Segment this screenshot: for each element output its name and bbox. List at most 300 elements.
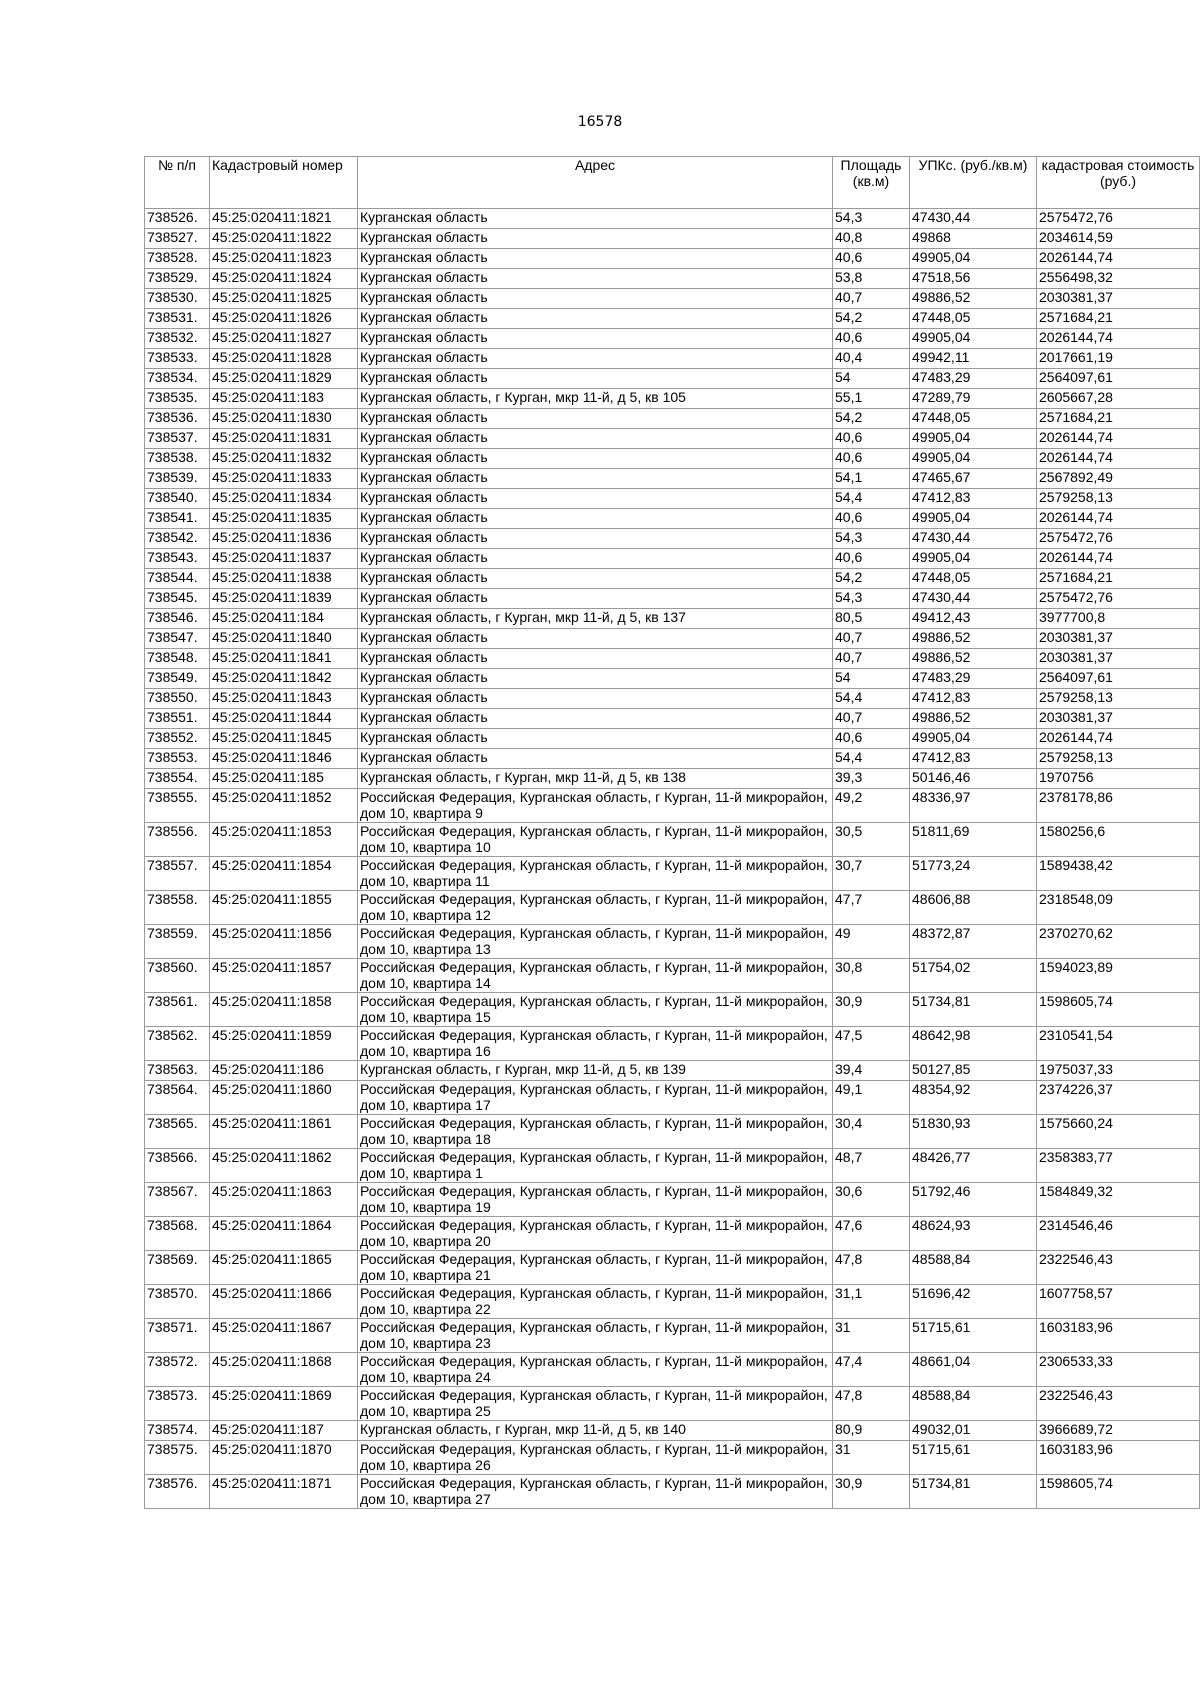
cell-address: Российская Федерация, Курганская область, г Курган, 11-й микрорайон, дом 10, квартира 23: [358, 1319, 833, 1353]
cell-cadastral-number: 45:25:020411:1840: [210, 629, 358, 649]
cell-area: 54,4: [833, 749, 910, 769]
cell-cadastral-value: 2378178,86: [1037, 789, 1200, 823]
cell-cadastral-number: 45:25:020411:1861: [210, 1115, 358, 1149]
cell-area: 30,4: [833, 1115, 910, 1149]
cell-cadastral-number: 45:25:020411:1821: [210, 209, 358, 229]
table-row: [145, 469, 1200, 489]
cell-cadastral-value: 1584849,32: [1037, 1183, 1200, 1217]
header-address: Адрес: [358, 157, 833, 209]
cell-num: 738562.: [145, 1027, 210, 1061]
cell-area: 30,9: [833, 1475, 910, 1509]
cell-cadastral-value: 2556498,32: [1037, 269, 1200, 289]
cell-cadastral-number: 45:25:020411:1857: [210, 959, 358, 993]
cell-upks: 51734,81: [910, 993, 1037, 1027]
cell-cadastral-value: 2318548,09: [1037, 891, 1200, 925]
cell-area: 40,6: [833, 429, 910, 449]
cell-cadastral-number: 45:25:020411:1858: [210, 993, 358, 1027]
cell-upks: 47465,67: [910, 469, 1037, 489]
cell-num: 738558.: [145, 891, 210, 925]
cell-cadastral-value: 2605667,28: [1037, 389, 1200, 409]
cell-address: Курганская область: [358, 249, 833, 269]
table-row: [145, 509, 1200, 529]
table-row: [145, 489, 1200, 509]
cell-upks: 49905,04: [910, 549, 1037, 569]
cell-num: 738538.: [145, 449, 210, 469]
cell-upks: 49905,04: [910, 729, 1037, 749]
cell-cadastral-number: 45:25:020411:1823: [210, 249, 358, 269]
header-cadastral-number: Кадастровый номер: [210, 157, 358, 209]
cell-cadastral-value: 2575472,76: [1037, 529, 1200, 549]
cell-upks: 51792,46: [910, 1183, 1037, 1217]
cell-upks: 47518,56: [910, 269, 1037, 289]
cell-area: 49: [833, 925, 910, 959]
cell-cadastral-value: 1970756: [1037, 769, 1200, 789]
table-row: [145, 389, 1200, 409]
cell-upks: 49905,04: [910, 329, 1037, 349]
table-row: [145, 709, 1200, 729]
cell-address: Российская Федерация, Курганская область, г Курган, 11-й микрорайон, дом 10, квартира 15: [358, 993, 833, 1027]
cell-cadastral-value: 1598605,74: [1037, 993, 1200, 1027]
cell-cadastral-value: 2306533,33: [1037, 1353, 1200, 1387]
table-row: [145, 269, 1200, 289]
table-row: [145, 789, 1200, 823]
cell-upks: 47289,79: [910, 389, 1037, 409]
cell-cadastral-number: 45:25:020411:1871: [210, 1475, 358, 1509]
cell-address: Курганская область: [358, 749, 833, 769]
cell-address: Российская Федерация, Курганская область, г Курган, 11-й микрорайон, дом 10, квартира 26: [358, 1441, 833, 1475]
cell-cadastral-value: 1575660,24: [1037, 1115, 1200, 1149]
cell-cadastral-number: 45:25:020411:1834: [210, 489, 358, 509]
cell-area: 47,8: [833, 1387, 910, 1421]
table-row: [145, 1081, 1200, 1115]
cell-cadastral-number: 45:25:020411:1841: [210, 649, 358, 669]
cell-upks: 51830,93: [910, 1115, 1037, 1149]
cell-area: 49,2: [833, 789, 910, 823]
cell-num: 738535.: [145, 389, 210, 409]
cell-area: 40,7: [833, 709, 910, 729]
cell-address: Курганская область, г Курган, мкр 11-й, д 5, кв 139: [358, 1061, 833, 1081]
table-row: [145, 857, 1200, 891]
cell-upks: 47412,83: [910, 489, 1037, 509]
cell-area: 39,3: [833, 769, 910, 789]
table-row: [145, 209, 1200, 229]
cell-area: 54,1: [833, 469, 910, 489]
cell-address: Российская Федерация, Курганская область, г Курган, 11-й микрорайон, дом 10, квартира 27: [358, 1475, 833, 1509]
cell-cadastral-number: 45:25:020411:1842: [210, 669, 358, 689]
table-body: [145, 209, 1200, 1509]
cell-upks: 47430,44: [910, 529, 1037, 549]
cell-address: Курганская область: [358, 429, 833, 449]
cell-cadastral-number: 45:25:020411:1852: [210, 789, 358, 823]
cell-address: Российская Федерация, Курганская область, г Курган, 11-й микрорайон, дом 10, квартира 22: [358, 1285, 833, 1319]
cell-address: Курганская область: [358, 489, 833, 509]
cell-cadastral-value: 2026144,74: [1037, 249, 1200, 269]
table-row: [145, 1475, 1200, 1509]
cell-address: Курганская область: [358, 469, 833, 489]
cell-num: 738571.: [145, 1319, 210, 1353]
cell-upks: 50127,85: [910, 1061, 1037, 1081]
cell-address: Российская Федерация, Курганская область, г Курган, 11-й микрорайон, дом 10, квартира 20: [358, 1217, 833, 1251]
cell-cadastral-value: 2310541,54: [1037, 1027, 1200, 1061]
cell-num: 738556.: [145, 823, 210, 857]
header-num: № п/п: [145, 157, 210, 209]
cell-cadastral-number: 45:25:020411:183: [210, 389, 358, 409]
cell-num: 738569.: [145, 1251, 210, 1285]
cell-area: 40,7: [833, 289, 910, 309]
cell-address: Российская Федерация, Курганская область, г Курган, 11-й микрорайон, дом 10, квартира 11: [358, 857, 833, 891]
cell-cadastral-number: 45:25:020411:1822: [210, 229, 358, 249]
cell-num: 738565.: [145, 1115, 210, 1149]
cell-cadastral-value: 2322546,43: [1037, 1387, 1200, 1421]
table-row: [145, 629, 1200, 649]
cell-area: 30,5: [833, 823, 910, 857]
cell-area: 30,7: [833, 857, 910, 891]
cell-cadastral-number: 45:25:020411:186: [210, 1061, 358, 1081]
cell-area: 40,8: [833, 229, 910, 249]
cell-cadastral-value: 2571684,21: [1037, 569, 1200, 589]
table-row: [145, 609, 1200, 629]
cell-cadastral-value: 2579258,13: [1037, 689, 1200, 709]
cell-num: 738551.: [145, 709, 210, 729]
cell-cadastral-value: 2579258,13: [1037, 749, 1200, 769]
cell-cadastral-number: 45:25:020411:1845: [210, 729, 358, 749]
cell-cadastral-value: 1594023,89: [1037, 959, 1200, 993]
cell-address: Курганская область: [358, 629, 833, 649]
cell-cadastral-number: 45:25:020411:1843: [210, 689, 358, 709]
table-row: [145, 1387, 1200, 1421]
cell-num: 738576.: [145, 1475, 210, 1509]
cell-area: 49,1: [833, 1081, 910, 1115]
cell-upks: 48588,84: [910, 1251, 1037, 1285]
cell-cadastral-value: 2030381,37: [1037, 649, 1200, 669]
cell-address: Курганская область: [358, 409, 833, 429]
cell-num: 738553.: [145, 749, 210, 769]
cell-address: Российская Федерация, Курганская область, г Курган, 11-й микрорайон, дом 10, квартира 16: [358, 1027, 833, 1061]
table-row: [145, 749, 1200, 769]
cell-area: 30,9: [833, 993, 910, 1027]
table-row: [145, 229, 1200, 249]
cell-cadastral-number: 45:25:020411:1831: [210, 429, 358, 449]
cell-num: 738547.: [145, 629, 210, 649]
cell-num: 738546.: [145, 609, 210, 629]
cell-num: 738560.: [145, 959, 210, 993]
cell-num: 738557.: [145, 857, 210, 891]
cell-area: 40,6: [833, 549, 910, 569]
cell-upks: 49032,01: [910, 1421, 1037, 1441]
cell-address: Курганская область: [358, 369, 833, 389]
table-row: [145, 289, 1200, 309]
cell-num: 738574.: [145, 1421, 210, 1441]
cell-cadastral-value: 2571684,21: [1037, 409, 1200, 429]
cell-area: 54: [833, 669, 910, 689]
cell-num: 738530.: [145, 289, 210, 309]
cell-address: Курганская область: [358, 529, 833, 549]
cadastral-table: [144, 156, 1200, 1509]
cell-upks: 47412,83: [910, 689, 1037, 709]
cell-upks: 47483,29: [910, 369, 1037, 389]
cell-num: 738533.: [145, 349, 210, 369]
header-area: Площадь (кв.м): [833, 157, 910, 209]
cell-upks: 49942,11: [910, 349, 1037, 369]
cell-area: 54,3: [833, 589, 910, 609]
cell-num: 738544.: [145, 569, 210, 589]
cell-cadastral-value: 1603183,96: [1037, 1441, 1200, 1475]
cell-address: Курганская область: [358, 309, 833, 329]
cell-upks: 51754,02: [910, 959, 1037, 993]
cell-upks: 47448,05: [910, 409, 1037, 429]
cell-address: Курганская область: [358, 209, 833, 229]
cell-address: Курганская область: [358, 549, 833, 569]
page-number: 16578: [577, 114, 623, 130]
cell-upks: 47430,44: [910, 589, 1037, 609]
cell-address: Российская Федерация, Курганская область, г Курган, 11-й микрорайон, дом 10, квартира 14: [358, 959, 833, 993]
table-row: [145, 329, 1200, 349]
cell-num: 738528.: [145, 249, 210, 269]
cell-cadastral-number: 45:25:020411:184: [210, 609, 358, 629]
cell-cadastral-value: 2370270,62: [1037, 925, 1200, 959]
cell-upks: 51715,61: [910, 1441, 1037, 1475]
cell-num: 738549.: [145, 669, 210, 689]
cell-cadastral-value: 2579258,13: [1037, 489, 1200, 509]
cell-num: 738531.: [145, 309, 210, 329]
cell-cadastral-number: 45:25:020411:1839: [210, 589, 358, 609]
cell-cadastral-value: 1603183,96: [1037, 1319, 1200, 1353]
cell-cadastral-value: 2026144,74: [1037, 449, 1200, 469]
cell-address: Курганская область, г Курган, мкр 11-й, д 5, кв 140: [358, 1421, 833, 1441]
table-row: [145, 925, 1200, 959]
cell-upks: 48642,98: [910, 1027, 1037, 1061]
cell-upks: 49905,04: [910, 429, 1037, 449]
cell-cadastral-value: 3966689,72: [1037, 1421, 1200, 1441]
table-row: [145, 1421, 1200, 1441]
cell-area: 47,4: [833, 1353, 910, 1387]
table-row: [145, 769, 1200, 789]
table-row: [145, 529, 1200, 549]
cell-cadastral-value: 3977700,8: [1037, 609, 1200, 629]
cell-upks: 49886,52: [910, 649, 1037, 669]
table-row: [145, 309, 1200, 329]
cell-upks: 48372,87: [910, 925, 1037, 959]
cell-num: 738575.: [145, 1441, 210, 1475]
cell-area: 40,4: [833, 349, 910, 369]
table-row: [145, 823, 1200, 857]
cell-cadastral-value: 2567892,49: [1037, 469, 1200, 489]
table-row: [145, 993, 1200, 1027]
cell-cadastral-value: 2026144,74: [1037, 429, 1200, 449]
cell-cadastral-value: 2322546,43: [1037, 1251, 1200, 1285]
table-row: [145, 891, 1200, 925]
cell-address: Российская Федерация, Курганская область, г Курган, 11-й микрорайон, дом 10, квартира 19: [358, 1183, 833, 1217]
cell-num: 738552.: [145, 729, 210, 749]
cell-area: 40,6: [833, 729, 910, 749]
cell-address: Российская Федерация, Курганская область, г Курган, 11-й микрорайон, дом 10, квартира 17: [358, 1081, 833, 1115]
cell-num: 738542.: [145, 529, 210, 549]
cell-upks: 49412,43: [910, 609, 1037, 629]
cell-area: 40,7: [833, 649, 910, 669]
cell-num: 738555.: [145, 789, 210, 823]
table-row: [145, 669, 1200, 689]
cell-address: Российская Федерация, Курганская область, г Курган, 11-й микрорайон, дом 10, квартира 1: [358, 1149, 833, 1183]
cell-area: 47,8: [833, 1251, 910, 1285]
cell-area: 48,7: [833, 1149, 910, 1183]
table-row: [145, 369, 1200, 389]
cell-cadastral-number: 45:25:020411:1837: [210, 549, 358, 569]
table-row: [145, 349, 1200, 369]
cell-cadastral-value: 2034614,59: [1037, 229, 1200, 249]
cell-num: 738564.: [145, 1081, 210, 1115]
table-row: [145, 249, 1200, 269]
cell-address: Российская Федерация, Курганская область, г Курган, 11-й микрорайон, дом 10, квартира 21: [358, 1251, 833, 1285]
cell-area: 47,6: [833, 1217, 910, 1251]
cell-cadastral-value: 2030381,37: [1037, 629, 1200, 649]
cell-num: 738536.: [145, 409, 210, 429]
table-row: [145, 1061, 1200, 1081]
cell-area: 40,7: [833, 629, 910, 649]
cell-address: Российская Федерация, Курганская область, г Курган, 11-й микрорайон, дом 10, квартира 10: [358, 823, 833, 857]
table-row: [145, 549, 1200, 569]
cell-cadastral-value: 2026144,74: [1037, 329, 1200, 349]
cell-cadastral-number: 45:25:020411:1846: [210, 749, 358, 769]
cell-cadastral-value: 2026144,74: [1037, 729, 1200, 749]
cell-cadastral-value: 2314546,46: [1037, 1217, 1200, 1251]
cell-cadastral-number: 45:25:020411:1830: [210, 409, 358, 429]
cell-upks: 49868: [910, 229, 1037, 249]
cell-cadastral-number: 45:25:020411:1854: [210, 857, 358, 891]
cell-upks: 51696,42: [910, 1285, 1037, 1319]
cell-upks: 49886,52: [910, 709, 1037, 729]
cell-cadastral-number: 45:25:020411:187: [210, 1421, 358, 1441]
cell-upks: 48606,88: [910, 891, 1037, 925]
cell-area: 54,4: [833, 489, 910, 509]
cell-upks: 49905,04: [910, 249, 1037, 269]
cell-upks: 48661,04: [910, 1353, 1037, 1387]
cell-address: Курганская область: [358, 709, 833, 729]
cell-upks: 48588,84: [910, 1387, 1037, 1421]
cell-area: 80,9: [833, 1421, 910, 1441]
table-row: [145, 1149, 1200, 1183]
cell-num: 738550.: [145, 689, 210, 709]
cell-upks: 49886,52: [910, 289, 1037, 309]
cell-address: Курганская область: [358, 509, 833, 529]
cell-area: 40,6: [833, 449, 910, 469]
cell-upks: 48354,92: [910, 1081, 1037, 1115]
cell-address: Курганская область, г Курган, мкр 11-й, д 5, кв 137: [358, 609, 833, 629]
cell-area: 80,5: [833, 609, 910, 629]
cell-cadastral-number: 45:25:020411:1869: [210, 1387, 358, 1421]
cell-cadastral-number: 45:25:020411:1862: [210, 1149, 358, 1183]
table-row: [145, 1115, 1200, 1149]
cell-upks: 51734,81: [910, 1475, 1037, 1509]
cell-num: 738566.: [145, 1149, 210, 1183]
cell-address: Курганская область: [358, 669, 833, 689]
cell-area: 54,3: [833, 529, 910, 549]
cell-num: 738543.: [145, 549, 210, 569]
cell-area: 47,5: [833, 1027, 910, 1061]
cell-cadastral-value: 2575472,76: [1037, 589, 1200, 609]
cell-cadastral-value: 1580256,6: [1037, 823, 1200, 857]
cell-address: Курганская область: [358, 289, 833, 309]
cell-cadastral-number: 45:25:020411:1824: [210, 269, 358, 289]
cell-upks: 47448,05: [910, 569, 1037, 589]
cell-num: 738541.: [145, 509, 210, 529]
cell-area: 54,2: [833, 569, 910, 589]
cell-num: 738554.: [145, 769, 210, 789]
cell-cadastral-value: 2374226,37: [1037, 1081, 1200, 1115]
cell-num: 738572.: [145, 1353, 210, 1387]
header-upks: УПКс. (руб./кв.м): [910, 157, 1037, 209]
cell-area: 30,6: [833, 1183, 910, 1217]
cell-upks: 51811,69: [910, 823, 1037, 857]
cell-upks: 47483,29: [910, 669, 1037, 689]
cell-address: Курганская область: [358, 229, 833, 249]
cell-cadastral-number: 45:25:020411:1835: [210, 509, 358, 529]
cell-address: Российская Федерация, Курганская область, г Курган, 11-й микрорайон, дом 10, квартира 24: [358, 1353, 833, 1387]
cell-upks: 49905,04: [910, 509, 1037, 529]
table-row: [145, 1251, 1200, 1285]
cell-num: 738545.: [145, 589, 210, 609]
cell-address: Курганская область: [358, 449, 833, 469]
table-row: [145, 1319, 1200, 1353]
cell-area: 54,2: [833, 409, 910, 429]
cell-cadastral-number: 45:25:020411:1863: [210, 1183, 358, 1217]
cell-address: Российская Федерация, Курганская область, г Курган, 11-й микрорайон, дом 10, квартира 25: [358, 1387, 833, 1421]
cell-cadastral-value: 2026144,74: [1037, 509, 1200, 529]
cell-cadastral-number: 45:25:020411:1827: [210, 329, 358, 349]
cell-cadastral-number: 45:25:020411:1828: [210, 349, 358, 369]
cell-num: 738527.: [145, 229, 210, 249]
cell-upks: 47412,83: [910, 749, 1037, 769]
cell-num: 738568.: [145, 1217, 210, 1251]
cell-cadastral-number: 45:25:020411:1859: [210, 1027, 358, 1061]
cell-address: Российская Федерация, Курганская область, г Курган, 11-й микрорайон, дом 10, квартира 12: [358, 891, 833, 925]
table-row: [145, 449, 1200, 469]
cell-cadastral-number: 45:25:020411:1826: [210, 309, 358, 329]
cell-area: 54: [833, 369, 910, 389]
cell-cadastral-value: 2575472,76: [1037, 209, 1200, 229]
cell-num: 738570.: [145, 1285, 210, 1319]
cell-cadastral-value: 2017661,19: [1037, 349, 1200, 369]
cell-cadastral-number: 45:25:020411:1867: [210, 1319, 358, 1353]
table-row: [145, 729, 1200, 749]
cell-upks: 51773,24: [910, 857, 1037, 891]
cell-upks: 48624,93: [910, 1217, 1037, 1251]
cell-address: Курганская область: [358, 569, 833, 589]
cell-upks: 49905,04: [910, 449, 1037, 469]
cell-upks: 48426,77: [910, 1149, 1037, 1183]
cell-num: 738534.: [145, 369, 210, 389]
cell-address: Курганская область, г Курган, мкр 11-й, д 5, кв 138: [358, 769, 833, 789]
cell-num: 738559.: [145, 925, 210, 959]
header-cadastral-value: кадастровая стоимость (руб.): [1037, 157, 1200, 209]
cell-area: 54,2: [833, 309, 910, 329]
cell-cadastral-number: 45:25:020411:1836: [210, 529, 358, 549]
cell-area: 30,8: [833, 959, 910, 993]
cell-upks: 47430,44: [910, 209, 1037, 229]
cell-cadastral-number: 45:25:020411:1860: [210, 1081, 358, 1115]
cell-cadastral-value: 1589438,42: [1037, 857, 1200, 891]
cell-upks: 49886,52: [910, 629, 1037, 649]
cell-num: 738540.: [145, 489, 210, 509]
cell-num: 738537.: [145, 429, 210, 449]
cell-cadastral-number: 45:25:020411:1856: [210, 925, 358, 959]
cell-address: Курганская область: [358, 689, 833, 709]
cell-cadastral-number: 45:25:020411:185: [210, 769, 358, 789]
cell-num: 738573.: [145, 1387, 210, 1421]
cell-cadastral-number: 45:25:020411:1855: [210, 891, 358, 925]
cell-address: Курганская область: [358, 589, 833, 609]
cell-cadastral-number: 45:25:020411:1853: [210, 823, 358, 857]
cell-area: 40,6: [833, 329, 910, 349]
